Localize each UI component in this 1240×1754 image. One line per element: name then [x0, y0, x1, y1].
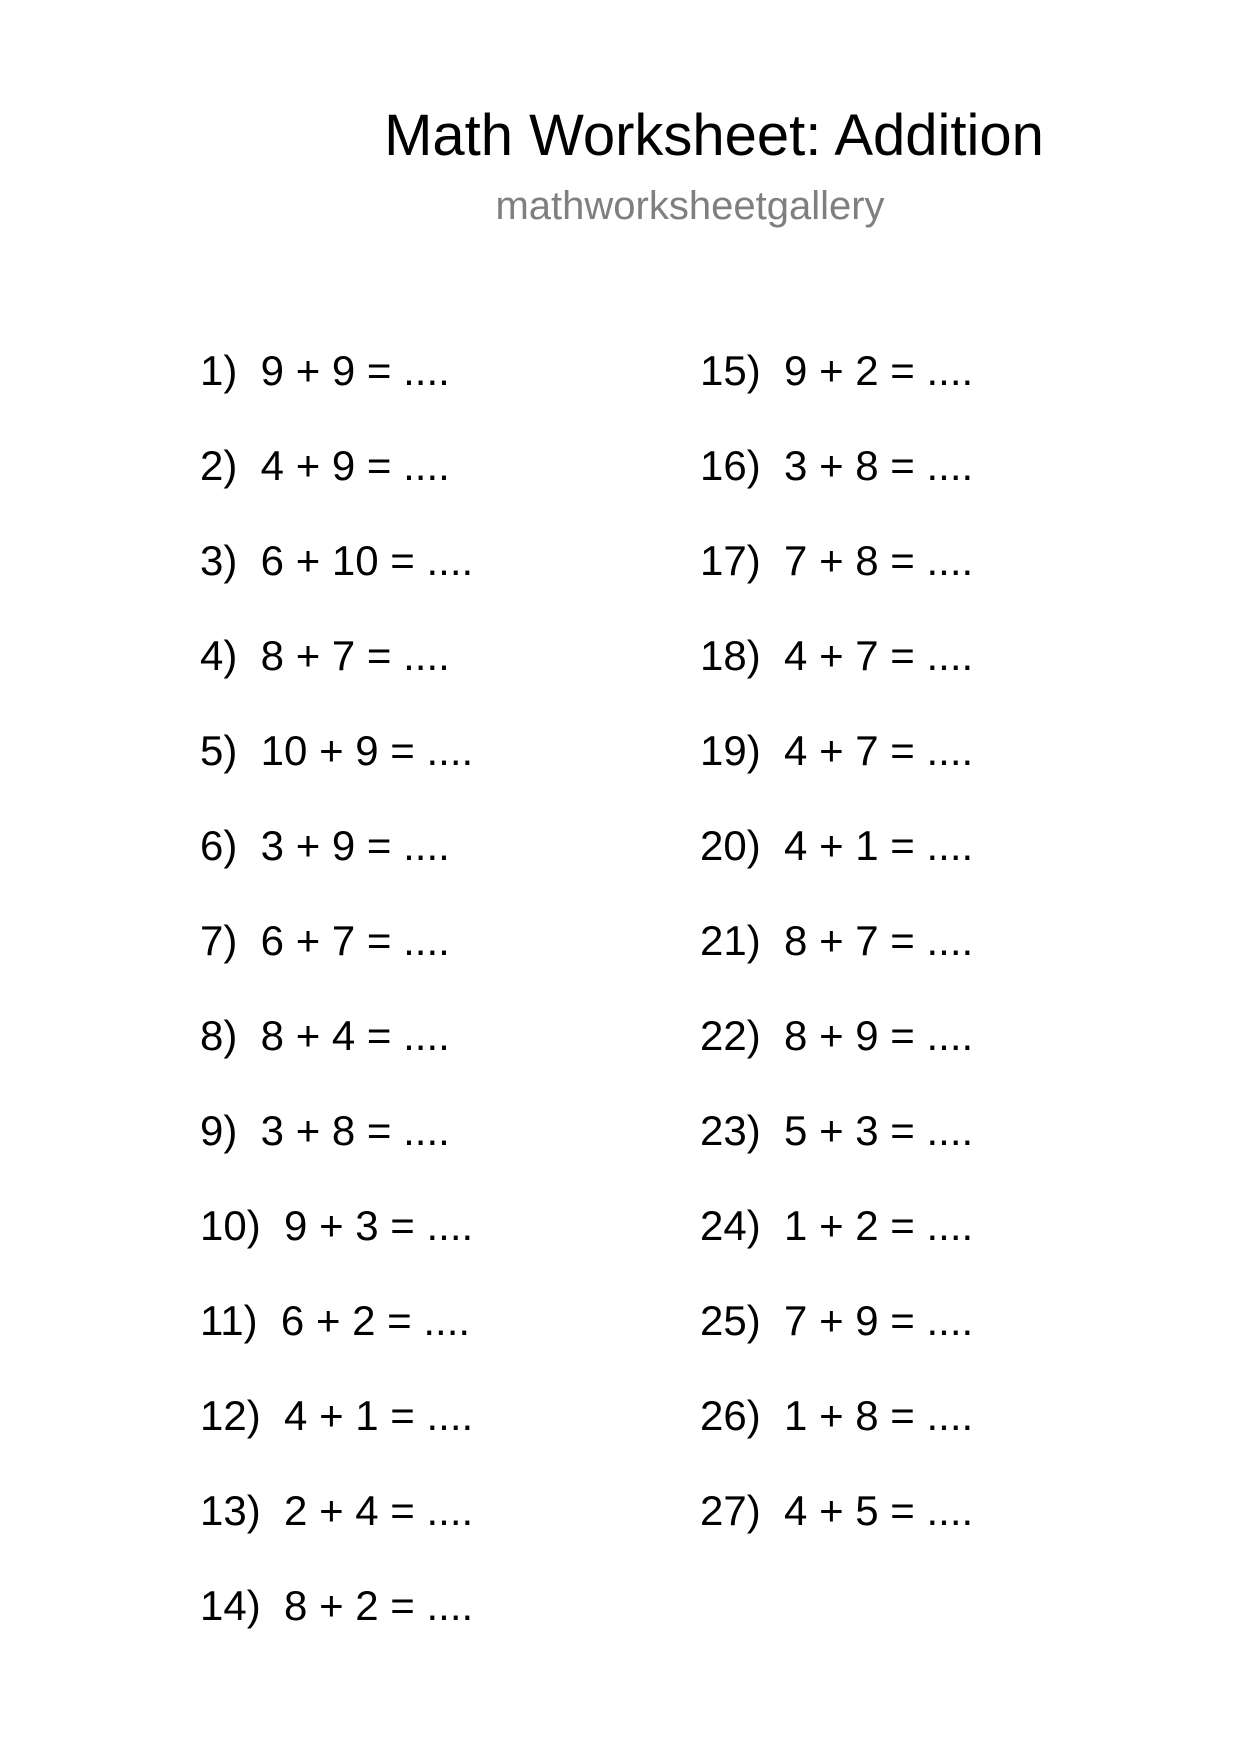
problem-column-left	[200, 345, 720, 1675]
problem-22: 22) 8 + 9 = ....	[700, 1012, 974, 1059]
problem-15: 15) 9 + 2 = ....	[700, 347, 974, 394]
problem-13: 13) 2 + 4 = ....	[200, 1487, 474, 1534]
problem-8: 8) 8 + 4 = ....	[200, 1012, 450, 1059]
worksheet-source: mathworksheetgallery	[495, 184, 885, 228]
problem-7: 7) 6 + 7 = ....	[200, 917, 450, 964]
problem-21: 21) 8 + 7 = ....	[700, 917, 974, 964]
problem-1: 1) 9 + 9 = ....	[200, 347, 450, 394]
problem-9: 9) 3 + 8 = ....	[200, 1107, 450, 1154]
problem-14: 14) 8 + 2 = ....	[200, 1582, 474, 1629]
problem-26: 26) 1 + 8 = ....	[700, 1392, 974, 1439]
problem-17: 17) 7 + 8 = ....	[700, 537, 974, 584]
problem-27: 27) 4 + 5 = ....	[700, 1487, 974, 1534]
problem-18: 18) 4 + 7 = ....	[700, 632, 974, 679]
problem-11: 11) 6 + 2 = ....	[200, 1297, 471, 1344]
problem-24: 24) 1 + 2 = ....	[700, 1202, 974, 1249]
problem-10: 10) 9 + 3 = ....	[200, 1202, 474, 1249]
worksheet-title: Math Worksheet: Addition	[384, 103, 1044, 168]
problem-16: 16) 3 + 8 = ....	[700, 442, 974, 489]
problem-column-right	[700, 345, 1220, 1580]
problem-20: 20) 4 + 1 = ....	[700, 822, 974, 869]
problem-12: 12) 4 + 1 = ....	[200, 1392, 474, 1439]
problem-23: 23) 5 + 3 = ....	[700, 1107, 974, 1154]
problem-19: 19) 4 + 7 = ....	[700, 727, 974, 774]
problem-25: 25) 7 + 9 = ....	[700, 1297, 974, 1344]
problem-3: 3) 6 + 10 = ....	[200, 537, 474, 584]
problem-5: 5) 10 + 9 = ....	[200, 727, 474, 774]
problem-6: 6) 3 + 9 = ....	[200, 822, 450, 869]
problem-2: 2) 4 + 9 = ....	[200, 442, 450, 489]
problem-4: 4) 8 + 7 = ....	[200, 632, 450, 679]
